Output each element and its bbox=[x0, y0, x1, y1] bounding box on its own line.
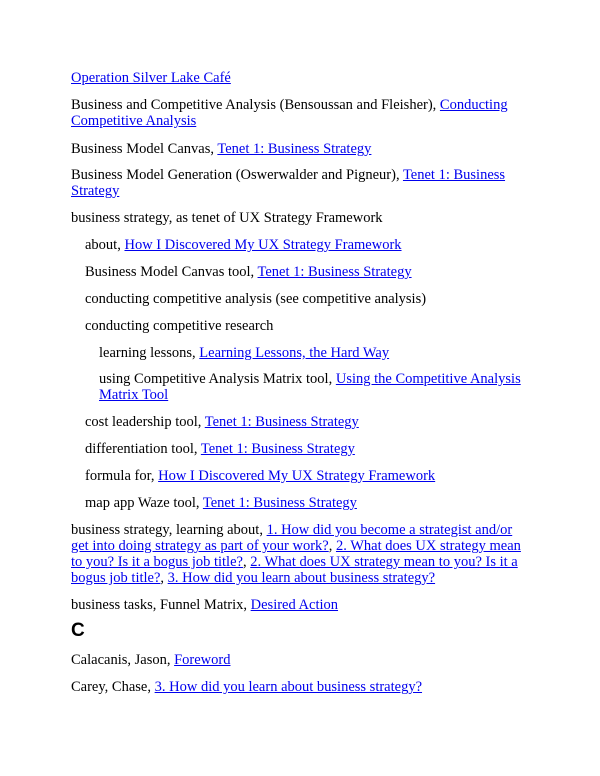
entry-text: learning lessons, bbox=[99, 345, 200, 361]
entry-text: Carey, Chase, bbox=[71, 679, 155, 695]
index-link[interactable]: Tenet 1: Business Strategy bbox=[200, 441, 355, 457]
index-link[interactable]: Tenet 1: Business Strategy bbox=[204, 414, 359, 430]
index-link[interactable]: Desired Action bbox=[250, 597, 339, 613]
index-subentry bbox=[85, 318, 533, 334]
index-link[interactable]: 2. What does UX strategy mean to you? Is it a bogus job title? bbox=[71, 554, 518, 586]
entry-text: conducting competitive analysis (see competitive analysis) bbox=[85, 291, 427, 307]
entry-text: map app Waze tool, bbox=[85, 495, 203, 511]
index-link[interactable]: Tenet 1: Business Strategy bbox=[202, 495, 357, 511]
entry-text: using Competitive Analysis Matrix tool, bbox=[99, 371, 336, 387]
index-link[interactable]: Tenet 1: Business Strategy bbox=[217, 141, 372, 157]
index-link[interactable]: Conducting Competitive Analysis bbox=[71, 97, 508, 129]
index-entry bbox=[71, 70, 533, 86]
entry-text: business strategy, as tenet of UX Strategy Framework bbox=[71, 210, 383, 226]
entry-text: cost leadership tool, bbox=[85, 414, 205, 430]
index-subsubentry bbox=[99, 371, 533, 403]
index-link[interactable]: How I Discovered My UX Strategy Framework bbox=[124, 237, 402, 253]
index-subentry bbox=[85, 414, 533, 430]
index-subentry bbox=[85, 291, 533, 307]
index-entry bbox=[71, 652, 533, 668]
index-link[interactable]: 3. How did you learn about business strategy? bbox=[154, 679, 423, 695]
index-link[interactable]: 3. How did you learn about business strategy? bbox=[167, 570, 436, 586]
entry-text: business tasks, Funnel Matrix, bbox=[71, 597, 251, 613]
index-link[interactable]: Operation Silver Lake Café bbox=[71, 70, 231, 86]
entry-text: Business and Competitive Analysis (Bensoussan and Fleisher), bbox=[71, 97, 440, 113]
index-entry bbox=[71, 167, 533, 199]
index-link[interactable]: 1. How did you become a strategist and/or get into doing strategy as part of your work? bbox=[71, 522, 513, 554]
index-subentry bbox=[85, 441, 533, 457]
index-entry bbox=[71, 679, 533, 695]
index-entry: business strategy, learning about, 1. How did you become a strategist and/or get into doing strategy as part of your work?, 2. What does UX strategy mean to you? Is it a bogus job title?, 2. What does UX strategy mean to you? Is it a bogus job title?, 3. How did you learn about business strategy? bbox=[71, 522, 521, 586]
entry-text: Business Model Generation (Oswerwalder and Pigneur), bbox=[71, 167, 403, 183]
entry-text: Calacanis, Jason, bbox=[71, 652, 175, 668]
index-subentry bbox=[85, 237, 533, 253]
entry-text: Business Model Canvas, bbox=[71, 141, 218, 157]
index-link[interactable]: Learning Lessons, the Hard Way bbox=[199, 345, 390, 361]
index-link[interactable]: Foreword bbox=[174, 652, 231, 668]
index-link[interactable]: How I Discovered My UX Strategy Framework bbox=[158, 468, 436, 484]
entry-text: formula for, bbox=[85, 468, 159, 484]
index-subsubentry bbox=[99, 345, 533, 361]
index-subentry bbox=[85, 468, 533, 484]
index-entry bbox=[71, 210, 533, 226]
index-entry bbox=[71, 141, 533, 157]
entry-text: business strategy, learning about, bbox=[71, 522, 267, 538]
entry-text: Business Model Canvas tool, bbox=[85, 264, 258, 280]
entry-text: conducting competitive research bbox=[85, 318, 274, 334]
entry-text: about, bbox=[85, 237, 125, 253]
index-link[interactable]: Tenet 1: Business Strategy bbox=[257, 264, 412, 280]
index-link[interactable]: 2. What does UX strategy mean to you? Is it a bogus job title? bbox=[71, 538, 521, 570]
entry-text: differentiation tool, bbox=[85, 441, 201, 457]
index-link[interactable]: Using the Competitive Analysis Matrix Tool bbox=[99, 371, 521, 403]
index-subentry bbox=[85, 264, 533, 280]
index-entry bbox=[71, 597, 533, 613]
index-subentry bbox=[85, 495, 533, 511]
section-letter-heading: C bbox=[71, 620, 85, 641]
index-entry bbox=[71, 97, 533, 129]
index-link[interactable]: Tenet 1: Business Strategy bbox=[71, 167, 506, 199]
